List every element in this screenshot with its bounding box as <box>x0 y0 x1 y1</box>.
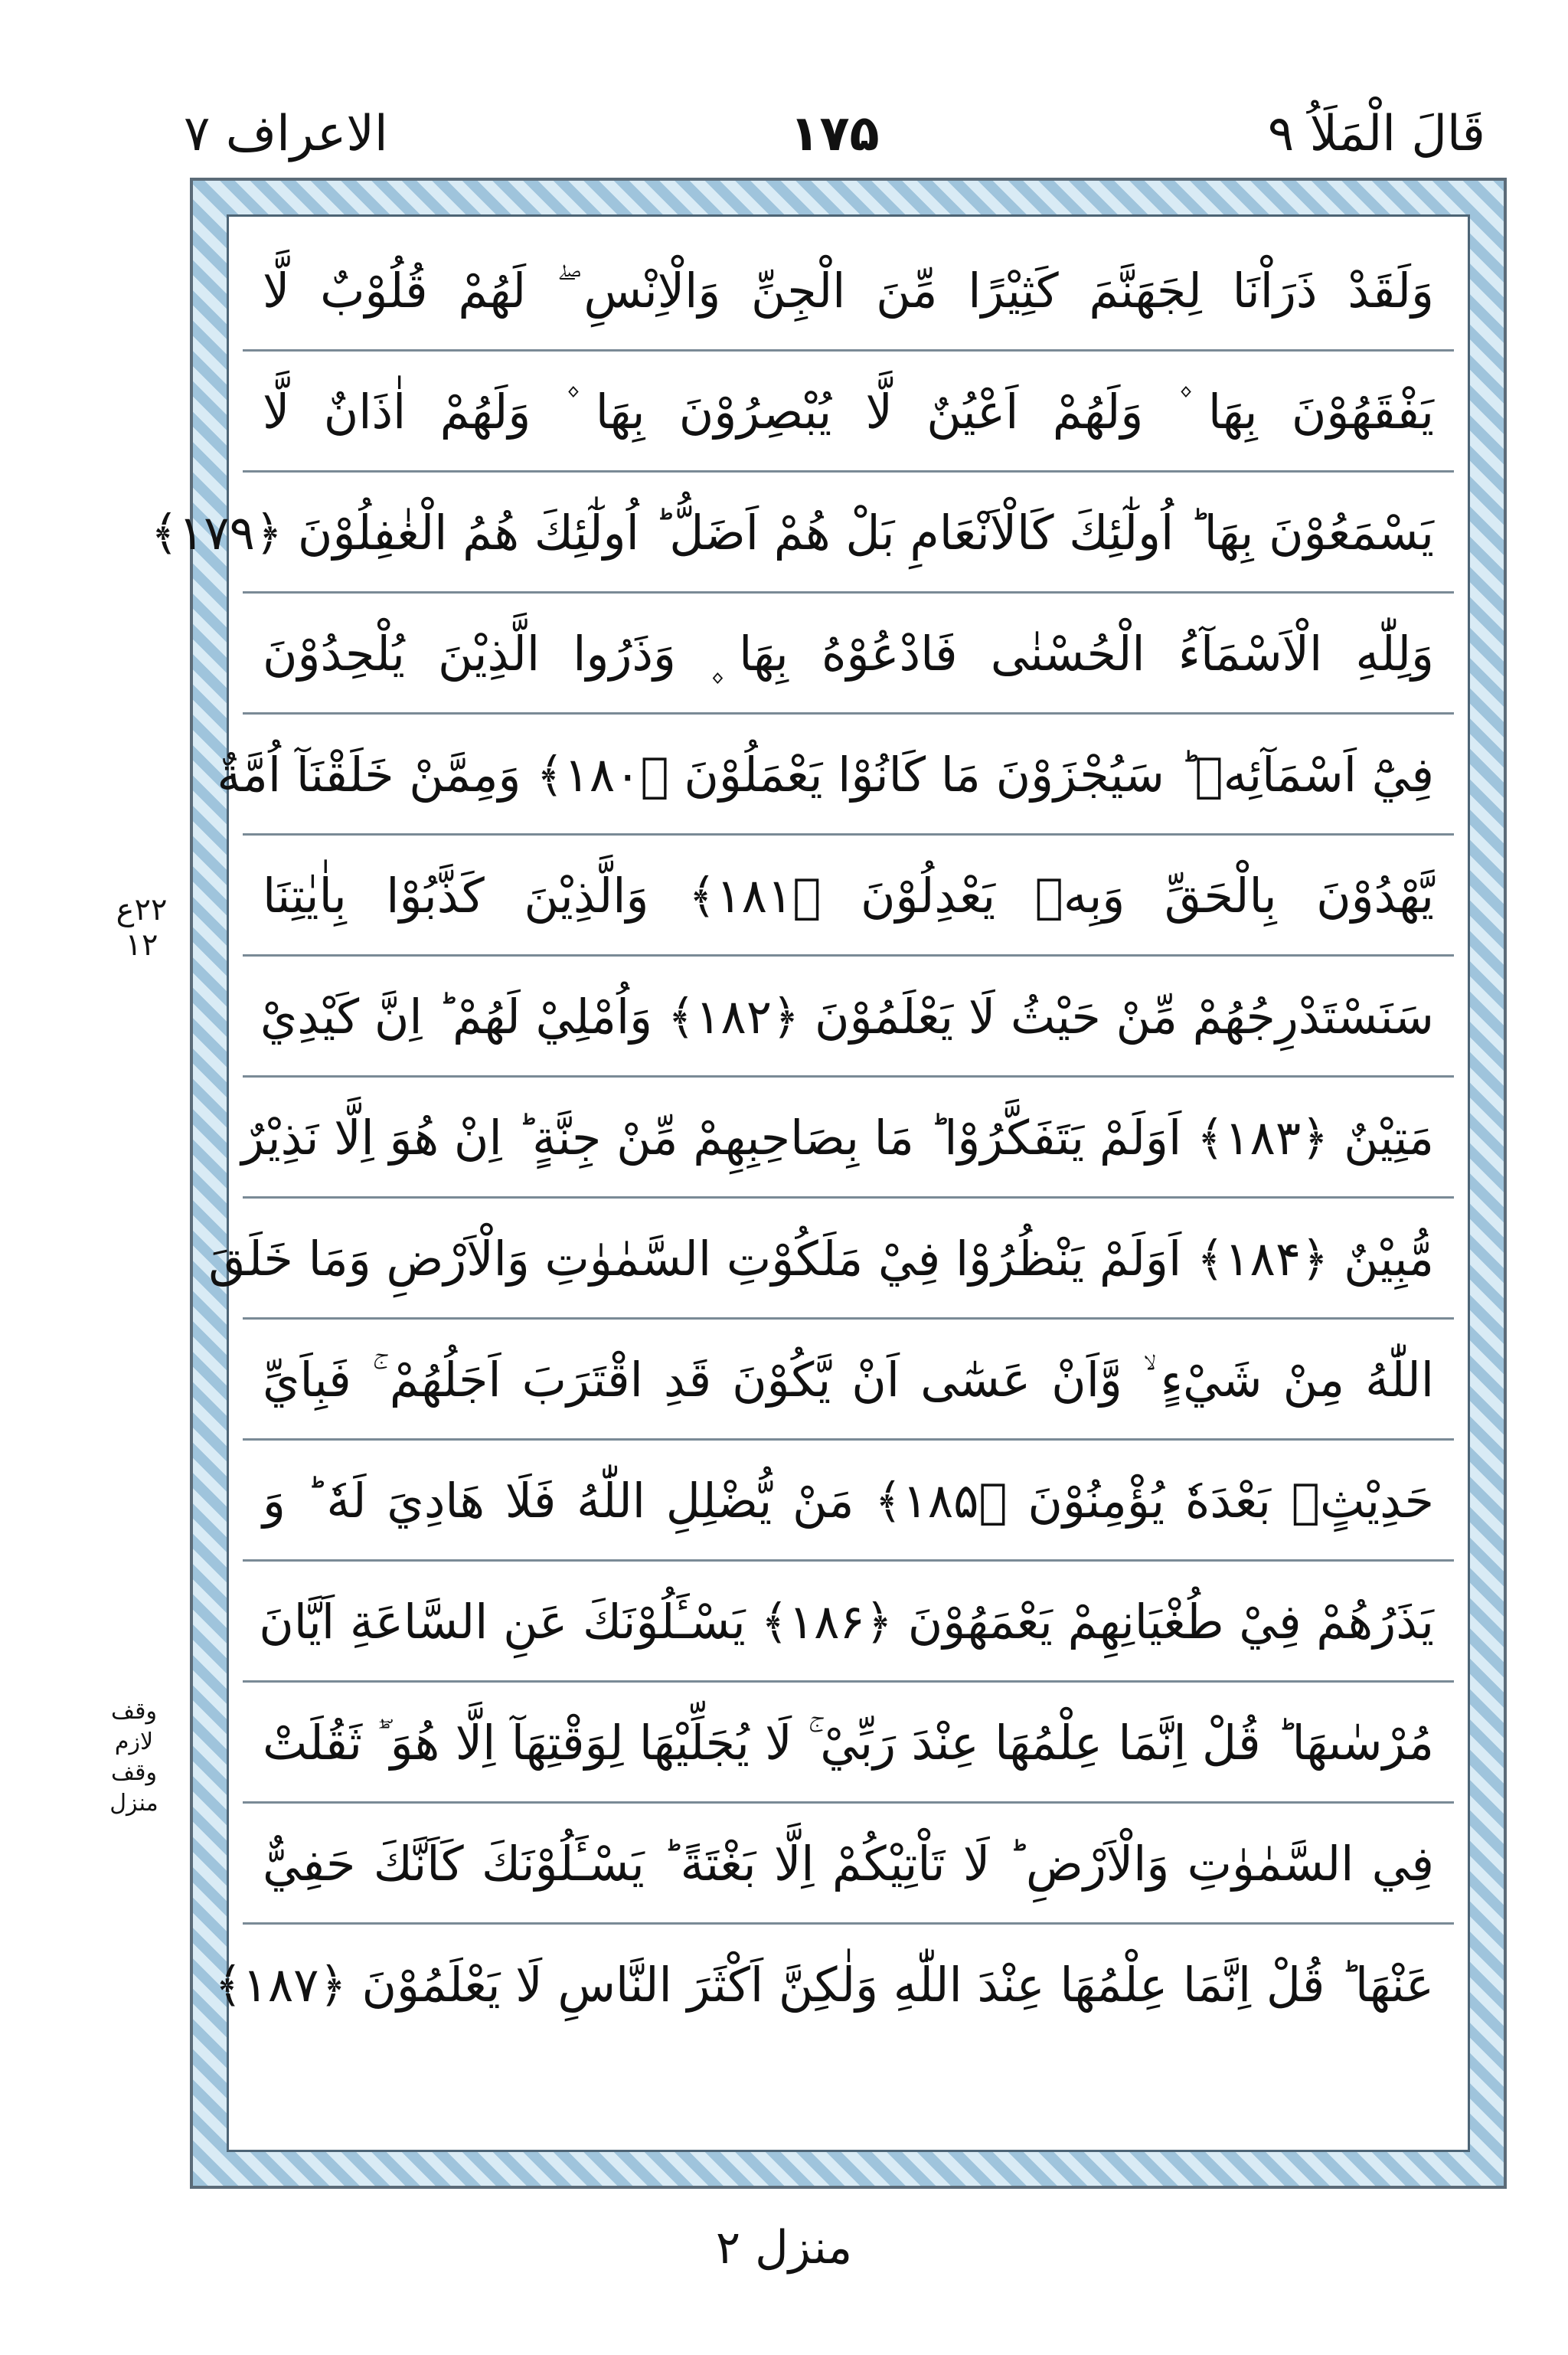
verse-line: فِيْٓ اَسْمَآئِهٖ ؕ سَيُجْزَوْنَ مَا كَانُوْا يَعْمَلُوْنَ ﴿۱۸۰﴾ وَمِمَّنْ خَلَقْنَآ اُمَّةٌ <box>243 715 1454 836</box>
verse-line: يَفْقَهُوْنَ بِهَا ۫ وَلَهُمْ اَعْيُنٌ لَّا يُبْصِرُوْنَ بِهَا ۫ وَلَهُمْ اٰذَانٌ لَّا <box>243 352 1454 473</box>
verse-line: يَّهْدُوْنَ بِالْحَقِّ وَبِهٖ يَعْدِلُوْنَ ﴿۱۸۱﴾ وَالَّذِيْنَ كَذَّبُوْا بِاٰيٰتِنَا <box>243 836 1454 957</box>
verse-line: سَنَسْتَدْرِجُهُمْ مِّنْ حَيْثُ لَا يَعْلَمُوْنَ ﴿۱۸۲﴾ وَاُمْلِيْ لَهُمْ ؕ اِنَّ كَيْدِيْ <box>243 957 1454 1078</box>
verse-line: مَتِيْنٌ ﴿۱۸۳﴾ اَوَلَمْ يَتَفَكَّرُوْا ؕ مَا بِصَاحِبِهِمْ مِّنْ جِنَّةٍ ؕ اِنْ هُوَ اِلَّا نَذِيْرٌ <box>243 1078 1454 1199</box>
verse-line: يَذَرُهُمْ فِيْ طُغْيَانِهِمْ يَعْمَهُوْنَ ﴿۱۸۶﴾ يَسْـَٔلُوْنَكَ عَنِ السَّاعَةِ اَيَّانَ <box>243 1562 1454 1683</box>
surah-title: الاعراف ۷ <box>184 106 388 162</box>
page-number: ۱۷۵ <box>789 106 880 162</box>
verse-line: وَلِلّٰهِ الْاَسْمَآءُ الْحُسْنٰى فَادْعُوْهُ بِهَا ۪ وَذَرُوا الَّذِيْنَ يُلْحِدُوْنَ <box>243 594 1454 715</box>
verse-line: يَسْمَعُوْنَ بِهَا ؕ اُولٰٓئِكَ كَالْاَنْعَامِ بَلْ هُمْ اَضَلُّ ؕ اُولٰٓئِكَ هُمُ الْغٰفِلُوْنَ ﴿۱۷۹﴾ <box>243 473 1454 594</box>
verse-line: وَلَقَدْ ذَرَاْنَا لِجَهَنَّمَ كَثِيْرًا مِّنَ الْجِنِّ وَالْاِنْسِ ۖ لَهُمْ قُلُوْبٌ لَّا <box>243 231 1454 352</box>
verse-line: حَدِيْثٍۢ بَعْدَهٗ يُؤْمِنُوْنَ ﴿۱۸۵﴾ مَنْ يُّضْلِلِ اللّٰهُ فَلَا هَادِيَ لَهٗ ؕ وَ <box>243 1441 1454 1562</box>
page-header <box>184 92 1485 176</box>
decorative-border-frame <box>150 178 1507 2189</box>
verse-line: فِي السَّمٰوٰتِ وَالْاَرْضِ ؕ لَا تَاْتِيْكُمْ اِلَّا بَغْتَةً ؕ يَسْـَٔلُوْنَكَ كَاَنَّكَ حَفِيٌّ <box>243 1804 1454 1925</box>
verse-line: مُّبِيْنٌ ﴿۱۸۴﴾ اَوَلَمْ يَنْظُرُوْا فِيْ مَلَكُوْتِ السَّمٰوٰتِ وَالْاَرْضِ وَمَا خَلَقَ <box>243 1199 1454 1320</box>
verse-line: اللّٰهُ مِنْ شَيْءٍ ۙ وَّاَنْ عَسٰٓى اَنْ يَّكُوْنَ قَدِ اقْتَرَبَ اَجَلُهُمْ ۚ فَبِاَيِّ <box>243 1320 1454 1441</box>
ruku-marker: ۲۲ع ۱۲ <box>116 892 168 963</box>
verse-line: مُرْسٰىهَا ؕ قُلْ اِنَّمَا عِلْمُهَا عِنْدَ رَبِّيْ ۚ لَا يُجَلِّيْهَا لِوَقْتِهَآ اِلَّا هُوَ ؔؕ ثَقُلَتْ <box>243 1683 1454 1804</box>
juz-title: قَالَ الْمَلَاُ ۹ <box>1267 106 1485 162</box>
verse-line: عَنْهَا ؕ قُلْ اِنَّمَا عِلْمُهَا عِنْدَ اللّٰهِ وَلٰكِنَّ اَكْثَرَ النَّاسِ لَا يَعْلَمُوْنَ ﴿۱۸۷﴾ <box>214 1957 1434 2013</box>
text-panel <box>150 214 1470 2152</box>
verse-lines <box>150 231 1454 2136</box>
waqf-note: وقف لازم وقف منزل <box>109 1698 158 1817</box>
manzil-footer: منزل ۲ <box>715 2221 853 2275</box>
